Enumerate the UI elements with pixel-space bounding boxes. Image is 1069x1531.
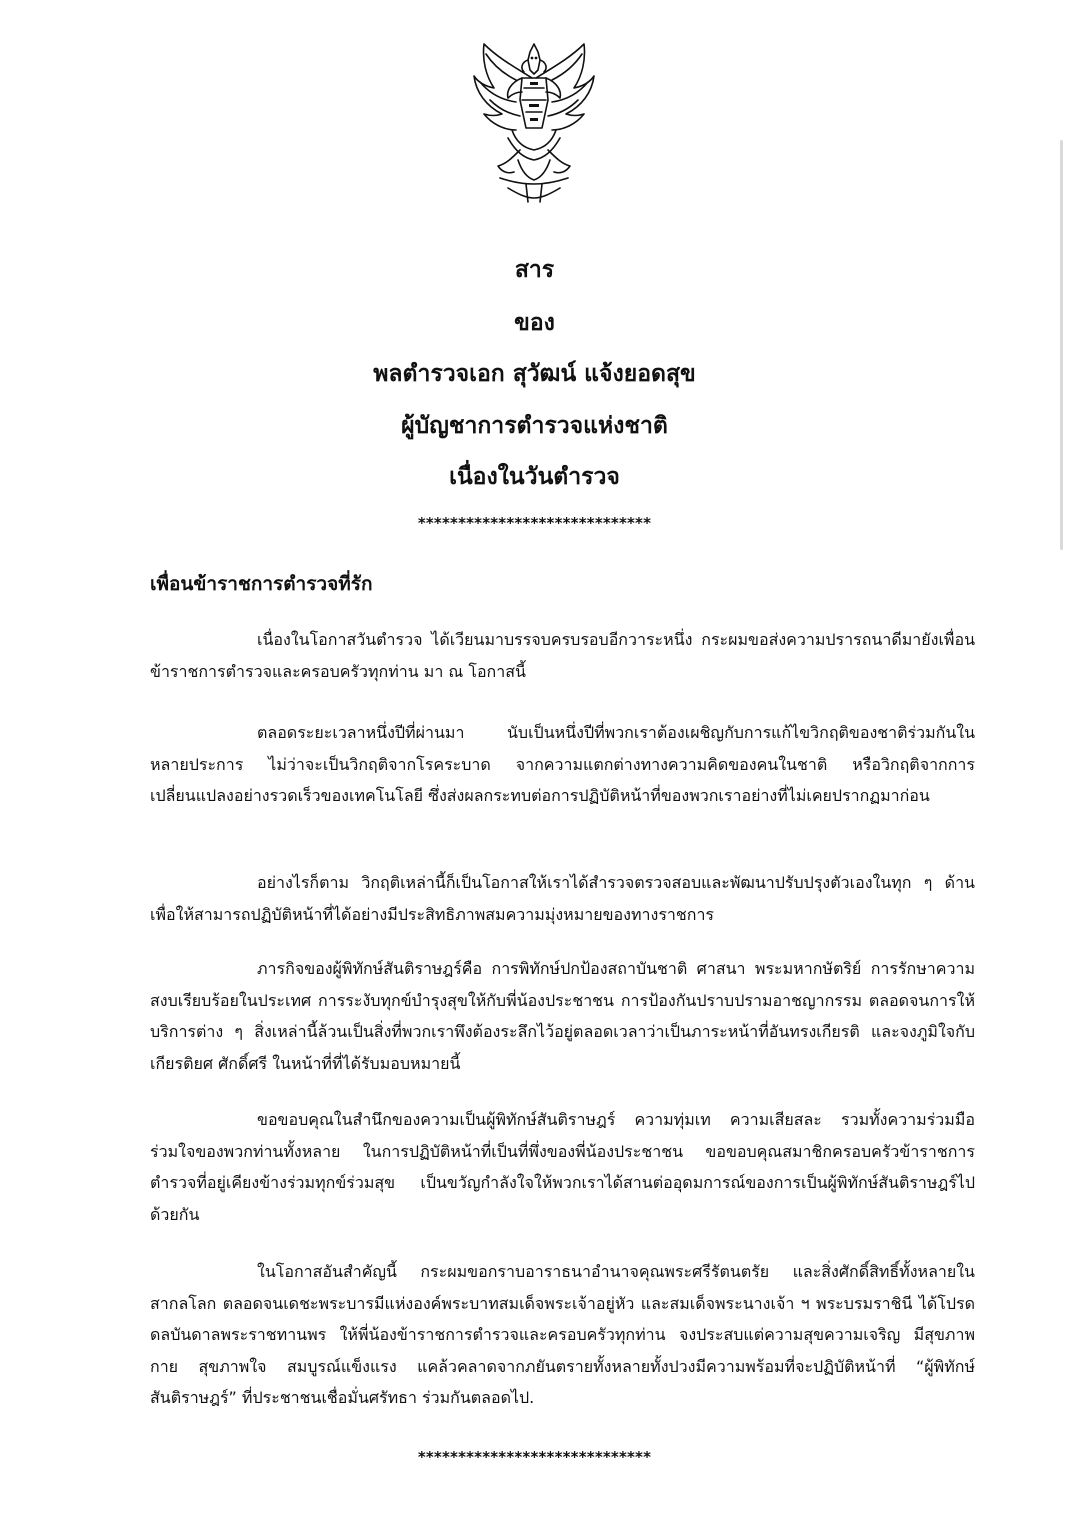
document-title: สาร — [514, 257, 555, 283]
paragraph: เนื่องในโอกาสวันตำรวจ ได้เวียนมาบรรจบครบรอบอีกวาระหนึ่ง กระผมขอส่งความปรารถนาดีมายังเพื่อนข้าราชการตำรวจและครอบครัวทุกท่าน มา ณ โอกาสนี้ — [150, 630, 975, 681]
occasion: เนื่องในวันตำรวจ — [449, 464, 620, 490]
salutation: เพื่อนข้าราชการตำรวจที่รัก — [150, 573, 373, 595]
document-title-of: ของ — [514, 310, 555, 336]
paragraph: ภารกิจของผู้พิทักษ์สันติราษฎร์คือ การพิทักษ์ปกป้องสถาบันชาติ ศาสนา พระมหากษัตริย์ การรักษาความสงบเรียบร้อยในประเทศ การระงับทุกข์บำรุงสุขให้กับพี่น้องประชาชน การป้องกันปราบปรามอาชญากรรม ตลอดจนการให้บริการต่าง ๆ สิ่งเหล่านี้ล้วนเป็นสิ่งที่พวกเราพึงต้องระลึกไว้อยู่ตลอดเวลาว่าเป็นภาระหน้าที่อันทรงเกียรติ และจงภูมิใจกับเกียรติยศ ศักดิ์ศรี ในหน้าที่ที่ได้รับมอบหมายนี้ — [150, 959, 975, 1073]
garuda-emblem-icon — [472, 38, 596, 206]
paragraph: ตลอดระยะเวลาหนึ่งปีที่ผ่านมา นับเป็นหนึ่งปีที่พวกเราต้องเผชิญกับการแก้ไขวิกฤติของชาติร่วมกันในหลายประการ ไม่ว่าจะเป็นวิกฤติจากโรคระบาด จากความแตกต่างทางความคิดของคนในชาติ หรือวิกฤติจากการเปลี่ยนแปลงอย่างรวดเร็วของเทคโนโลยี ซึ่งส่งผลกระทบต่อการปฏิบัติหน้าที่ของพวกเราอย่างที่ไม่เคยปรากฏมาก่อน — [150, 723, 975, 805]
author-name: พลตำรวจเอก สุวัฒน์ แจ้งยอดสุข — [373, 361, 696, 387]
paragraph: ในโอกาสอันสำคัญนี้ กระผมขอกราบอาราธนาอำนาจคุณพระศรีรัตนตรัย และสิ่งศักดิ์สิทธิ์ทั้งหลายในสากลโลก ตลอดจนเดชะพระบารมีแห่งองค์พระบาทสมเด็จพระเจ้าอยู่หัว และสมเด็จพระนางเจ้า ฯ พระบรมราชินี ได้โปรดดลบันดาลพระราชทานพร ให้พี่น้องข้าราชการตำรวจและครอบครัวทุกท่าน จงประสบแต่ความสุขความเจริญ มีสุขภาพกาย สุขภาพใจ สมบูรณ์แข็งแรง แคล้วคลาดจากภยันตรายทั้งหลายทั้งปวงมีความพร้อมที่จะปฏิบัติหน้าที่ “ผู้พิทักษ์สันติราษฎร์” ที่ประชาชนเชื่อมั่นศรัทธา ร่วมกันตลอดไป. — [150, 1262, 975, 1407]
scrollbar-thumb[interactable] — [1060, 140, 1063, 550]
separator-bottom: ***************************** — [417, 1448, 652, 1466]
scrollbar-track[interactable] — [1059, 0, 1069, 1531]
author-position: ผู้บัญชาการตำรวจแห่งชาติ — [401, 413, 668, 439]
paragraph: ขอขอบคุณในสำนึกของความเป็นผู้พิทักษ์สันติราษฎร์ ความทุ่มเท ความเสียสละ รวมทั้งความร่วมมือร่วมใจของพวกท่านทั้งหลาย ในการปฏิบัติหน้าที่เป็นที่พึ่งของพี่น้องประชาชน ขอขอบคุณสมาชิกครอบครัวข้าราชการตำรวจที่อยู่เคียงข้างร่วมทุกข์ร่วมสุข เป็นขวัญกำลังใจให้พวกเราได้สานต่ออุดมการณ์ของการเป็นผู้พิทักษ์สันติราษฎร์ไปด้วยกัน — [150, 1110, 975, 1224]
separator-top: ***************************** — [417, 514, 652, 532]
paragraph: อย่างไรก็ตาม วิกฤติเหล่านี้ก็เป็นโอกาสให้เราได้สำรวจตรวจสอบและพัฒนาปรับปรุงตัวเองในทุก ๆ ด้าน เพื่อให้สามารถปฏิบัติหน้าที่ได้อย่างมีประสิทธิภาพสมความมุ่งหมายของทางราชการ — [150, 873, 975, 924]
